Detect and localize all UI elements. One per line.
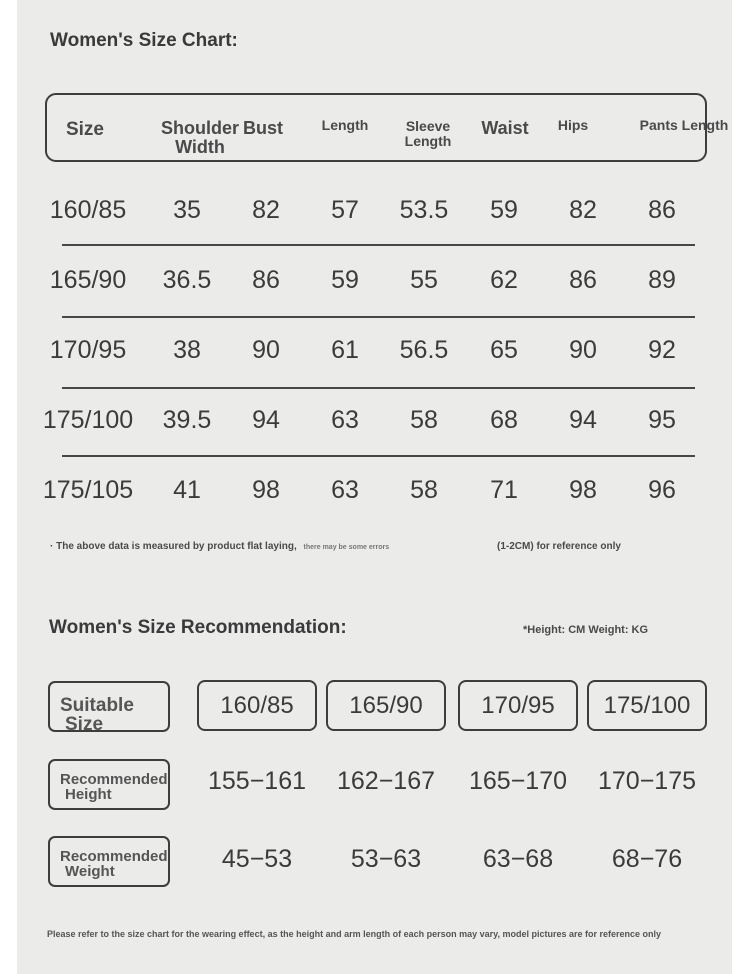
table-cell: 82 xyxy=(569,196,597,224)
recommendation-label-line-1: Recommended xyxy=(60,848,168,865)
table-cell: 53.5 xyxy=(399,196,449,224)
table-cell: 98 xyxy=(569,476,597,504)
table-cell: 58 xyxy=(410,406,438,434)
table-cell: 86 xyxy=(252,266,280,294)
row-divider xyxy=(62,316,695,318)
table-cell: 175/100 xyxy=(42,406,134,434)
row-divider xyxy=(62,244,695,246)
recommendation-label-line-2: Size xyxy=(65,714,104,735)
table-cell: 61 xyxy=(331,336,359,364)
suitable-size-box: 175/100 xyxy=(587,680,707,731)
measurement-note-small: there may be some errors xyxy=(303,544,390,551)
recommended-weight-value: 68−76 xyxy=(611,845,683,873)
suitable-size-box: 160/85 xyxy=(197,680,317,731)
header-line-2: Length xyxy=(404,132,452,149)
table-cell: 160/85 xyxy=(49,196,127,224)
table-cell: 94 xyxy=(252,406,280,434)
table-cell: 90 xyxy=(252,336,280,364)
table-cell: 98 xyxy=(252,476,280,504)
measurement-note xyxy=(50,541,389,552)
table-cell: 90 xyxy=(569,336,597,364)
header-pants-length xyxy=(624,118,744,133)
recommendation-label-line-1: Suitable xyxy=(60,695,134,716)
recommendation-label-line-2: Height xyxy=(65,786,112,803)
table-cell: 170/95 xyxy=(49,336,127,364)
table-row xyxy=(0,476,750,516)
row-divider xyxy=(62,455,695,457)
table-row xyxy=(0,406,750,446)
header-line-1: Pants Length xyxy=(639,117,729,133)
header-line-1: Bust xyxy=(243,118,283,138)
header-line-1: Waist xyxy=(481,118,529,138)
recommendation-label-line-1: Recommended xyxy=(60,771,168,788)
recommended-height-value: 162−167 xyxy=(336,767,436,795)
header-line-1: Length xyxy=(321,117,369,133)
table-cell: 94 xyxy=(569,406,597,434)
table-cell: 58 xyxy=(410,476,438,504)
header-line-2: Width xyxy=(175,136,225,157)
recommendation-label-line-2: Weight xyxy=(65,863,115,880)
table-cell: 86 xyxy=(648,196,676,224)
table-cell: 71 xyxy=(490,476,518,504)
recommendation-label xyxy=(60,772,168,802)
header-hips xyxy=(513,118,633,133)
table-cell: 175/105 xyxy=(42,476,134,504)
table-cell: 36.5 xyxy=(162,266,212,294)
table-cell: 95 xyxy=(648,406,676,434)
table-cell: 38 xyxy=(173,336,201,364)
table-cell: 86 xyxy=(569,266,597,294)
table-cell: 165/90 xyxy=(49,266,127,294)
recommended-weight-value: 53−63 xyxy=(350,845,422,873)
recommended-weight-value: 45−53 xyxy=(221,845,293,873)
table-cell: 59 xyxy=(490,196,518,224)
table-cell: 39.5 xyxy=(162,406,212,434)
row-divider xyxy=(62,387,695,389)
recommended-weight-value: 63−68 xyxy=(482,845,554,873)
header-line-1: Hips xyxy=(557,117,589,133)
table-cell: 35 xyxy=(173,196,201,224)
size-chart-title: Women's Size Chart: xyxy=(50,30,238,51)
recommended-height-value: 165−170 xyxy=(468,767,568,795)
footer-note: Please refer to the size chart for the wearing effect, as the height and arm length of each person may vary, model pictures are for reference only xyxy=(47,929,662,939)
units-note: *Height: CM Weight: KG xyxy=(523,624,649,636)
measurement-note-tail: (1-2CM) for reference only xyxy=(497,541,621,552)
table-cell: 56.5 xyxy=(399,336,449,364)
header-line-1: Size xyxy=(65,119,105,140)
recommendation-title: Women's Size Recommendation: xyxy=(49,617,347,638)
table-cell: 41 xyxy=(173,476,201,504)
table-cell: 82 xyxy=(252,196,280,224)
table-cell: 68 xyxy=(490,406,518,434)
table-cell: 55 xyxy=(410,266,438,294)
suitable-size-box: 170/95 xyxy=(458,680,578,731)
table-cell: 63 xyxy=(331,476,359,504)
header-size xyxy=(25,120,145,140)
table-cell: 89 xyxy=(648,266,676,294)
recommended-height-value: 155−161 xyxy=(207,767,307,795)
recommended-height-value: 170−175 xyxy=(597,767,697,795)
table-cell: 92 xyxy=(648,336,676,364)
table-row xyxy=(0,336,750,376)
table-cell: 59 xyxy=(331,266,359,294)
table-cell: 96 xyxy=(648,476,676,504)
recommendation-label xyxy=(60,696,134,734)
table-cell: 65 xyxy=(490,336,518,364)
header-line-1: Sleeve xyxy=(405,118,451,134)
table-cell: 57 xyxy=(331,196,359,224)
table-cell: 62 xyxy=(490,266,518,294)
measurement-note-text: · The above data is measured by product flat laying, xyxy=(50,541,297,552)
table-row xyxy=(0,266,750,306)
table-row xyxy=(0,196,750,236)
suitable-size-box: 165/90 xyxy=(326,680,446,731)
table-cell: 63 xyxy=(331,406,359,434)
header-line-1: Shoulder xyxy=(160,118,239,138)
recommendation-label xyxy=(60,849,168,879)
